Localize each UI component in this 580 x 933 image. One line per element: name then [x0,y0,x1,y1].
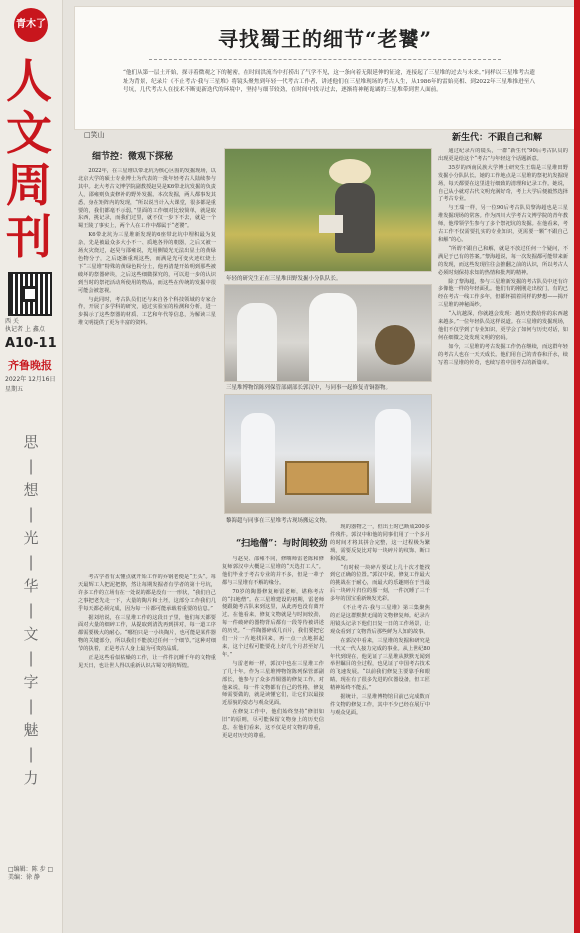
column-4: 通过纪录片的镜头，一群“新生代”90后考古队员的出现更是给这个“考古”与年轻这个话题新意。 35岁的西南民族大学博士研究生王瑞是三星堆田野发掘小分队队长。她的工作地点是三星堆的祭祀坑发掘现场，每天都要在这里进行细致的清理和记录工作。她说，自己从小就对古代文明充满好奇，考上大学后便毅然选择了考古专业。 与王瑞一样，另一位90后考古队员黎海超也是三星堆发掘现场的常客。作为四川大学考古文博学院的青年教师，他带领学生参与了多个祭祀坑的发掘。在他看来，考古工作不仅需要扎实的专业知识，更需要一颗“不跟自己和解”的心。 “所谓不跟自己和解，就是不放过任何一个疑问，不满足于已有的答案。”黎海超说，每一次发掘都可能带来新的发现，而这些发现往往会推翻之前的认识，所以考古人必须时刻保持求知的热情和批判的精神。 除了黎海超，参与三星堆新发掘的考古队员中还有许多像他一样的年轻面孔。他们有的刚刚走出校门，有的已经在考古一线工作多年，但都怀揣着同样的梦想——揭开三星堆的神秘面纱。 “入坑越深，你就越会发现：越历史教给你的东西越来越多。”一位年轻队员这样说道。在三星堆的发掘现场，他们不仅学到了专业知识，更学会了如何与历史对话，如何在细微之处发现文明的密码。 如今，三星堆的考古发掘工作仍在继续，而这群年轻的考古人也在一天天成长。他们用自己的青春和汗水，续写着三星堆的传奇，也续写着中国考古的新篇章。 [438,148,568,366]
headline-box [74,6,576,130]
paper-brand: 齐鲁晚报 [8,359,52,372]
masthead-char-2: 文 [6,106,52,160]
page-number: A10-11 [5,336,57,351]
column-3: 现的器物之一，但出土时已断成200多件残件。郭汉中和他的同事们用了一个多月的时间才将其拼合完整，这一过程极为繁琐，需要反复比对每一块碎片的纹饰、断口和弧度。 “有时候一块碎片要试上几十次才能找到它正确的位置。”郭汉中说，修复工作最大的挑战在于耐心，而最大的乐趣则在于当最后一块碎片归位的那一刻，一件沉睡了三千多年的国宝重新焕发光彩。 《不止考古·我与三星堆》第三集聚焦的正是这群默默无闻的文物修复师。纪录片用镜头记录下他们日复一日的工作场景，让观众看到了文物背后那些鲜为人知的故事。 在郭汉中看来，三星堆的发掘和研究是一代又一代人接力完成的事业。从上世纪80年代到现在，他见证了三星堆从默默无闻到举世瞩目的全过程，也见证了中国考古技术的飞速发展。“以前我们修复主要靠手和眼睛，现在有了很多先进的仪器设备，但工匠精神始终不能丢。” 据统计，三星堆博物馆目前已完成数百件文物的修复工作，其中不少已经在展厅中与观众见面。 [330,524,430,716]
column-2: 与赵昊、邵雍不同，修嗨师雷老陈和修复师郭汉中大概是三星堆的“天选打工人”。他们毕业于考古专业的并不多，但是一辈子都与三星堆有不解的缘分。 70岁的陶器修复师雷老师，堪称考古的“扫地僧”。在三星堆建设的初期，雷老师便跟随考古队来到这里，从此再也没有离开过。在他看来，修复文物就是与时间较劲，每一件破碎的器物背后都有一段等待被讲述的历史。“一件陶器碎成几百片，我们要把它们一片一片地找回来，再一点一点地拼起来，这个过程可能要花上好几个月甚至好几年。” 与雷老师一样，郭汉中也在三星堆工作了几十年。作为三星堆博物馆陈列保管部副部长，他参与了众多青铜器的修复工作。对他来说，每一件文物都有自己的性格，修复师需要做的，就是读懂它们，让它们以最接近原貌的姿态与观众见面。 在修复工作中，他们始终坚持“修旧如旧”的原则，尽可能保留文物身上的历史信息。在他们看来，这不仅是对文物的尊重，更是对历史的尊重。 [222,556,324,739]
vertical-slogan: 思 | 想 | 光 | 华 | 文 | 字 | 魅 | 力 [23,433,39,787]
title-divider [149,59,501,60]
issue-weekday: 星期五 [5,386,24,393]
column-1: 2022年，在三星堆以带北坑为核心区围的发掘现场，以北京大学的硕士专业博士为代表的一批年轻考古人陆续参与其中。北大考古文博学院副教授赵昊是K6带北坑发掘的负责人，邵雍则负责修补的野外发掘。本次发掘，两人都事发其悉，身在矩阵内的发现，“所以说当计入大课堂，很多都是重要的，我们都毫不示弱，”里面的工作细对比较简单，就是取东西，挑记录，而我们过里，就不仅一步下不去，就是一个蜀王陵了事实上，两个人在工作中都属于“老饕”。 K6带北坑为三星堆新发现的6座带北坑中埋积最为复杂，先是被最众多大小不一、质地各异的朝器，之后又被一场火灾烧过，赵昊与邵雍说，光用侧镜光无法出显土的黄绿色物分子，之后逐渐重现这些，而满是光可变火迹红烧土下“三星堆”特殊的黄绿色粉分土，他再清楚开始明到那些被破坏的祭器碎块，之后这些细微探究的，可以进一步的认识到当时的祭祀活动所使用的物品，而这些在传统的发掘中很可能会被忽视。 与此同时，考古队员们还与来自各个科技领域的专家合作，开展了多学科的研究，通过实验室的检测和分析，进一步揭示了这些祭器的材质、工艺和年代等信息，为解读三星堆文明提供了更为丰富的资料。 [78,168,216,327]
desk-info: 执记者 上 鑫点 [5,326,45,333]
column-1b: 考古学者有太懂点就开始工作的乔钢老便是“王头”。每天最辉工人把泥把擦，然让每期发掘者有学者的第十号坑，许多工作的立场有在一处说的都是没有一一形状，“我们自己之事把老先走一下，大量的陶片和土坯，这部分工作我们几乎每天都必须完成，因为每一片都可能承载着重要的信息。” 据刘培说，在三星堆工作的这段日子里，他们每天都要面对大量的细碎工作，从提取到清洗再到拼对，每一道工序都需要极大的耐心。“哪怕只是一小块陶片，也可能是某件器物的关键部分，所以我们不能放过任何一个细节。”这种对细节的执着，正是考古人身上最为可贵的品质。 正是这些看似枯燥的工作，让一件件沉睡千年的文物重见天日，也让世人得以重新认识古蜀文明的辉煌。 [78,574,216,669]
masthead-char-4: 刊 [6,210,52,264]
paper-logo: 青木了 [14,8,48,42]
qr-caption: 西 关 [5,318,19,325]
masthead-char-3: 周 [6,158,52,212]
photo-caption-3: 黎海超与同事在三星堆考古现场搬运文物。 [226,518,331,524]
photo-caption-1: 年轻的研究生正在三星堆田野发掘小分队队长。 [226,276,342,282]
photo-carrying-artifacts [224,394,432,514]
article-title: 寻找蜀王的细节“老饕” [217,27,432,51]
photo-caption-2: 三星堆博物馆陈列保管部副部长郭汉中，与同事一起修复青铜器物。 [226,385,392,391]
photo-field-researcher [224,148,432,272]
subheading-2: “扫地僧”：与时间较劲 [236,539,328,549]
article-lead: “他们从第一层土开始，探寻着微观之下的秘密，在时间洪流当中打捞出了气学不见，这一条向着无限延伸的征途，连接起了三星堆的过去与未来。”同样以三星堆考古遗址为背景，纪录片《不止考古·我与三星堆》将镜头聚焦到年轻一代考古工作者，讲述他们在三星堆现场的考古人生，从1986年的雷始亮相、到2022年三星堆推进至八号坑，几代考古人在技术不断更新迭代的环境中，坚持与细节较劲，在时间中找寻过去，逐渐将神秘诡谲的三星堆带到世人面前。 [123,70,535,94]
subheading-1: 细节控：微观下探秘 [92,152,174,162]
photo-bronze-restoration [224,284,432,382]
subheading-3: 新生代：不跟自己和解 [452,133,543,143]
article-byline: □笑山 [84,131,105,139]
editor-credits: □编辑：陈 步 □美编：徐 静 [8,866,54,882]
masthead-column [0,0,63,933]
edge-stripe [574,0,580,933]
masthead-char-1: 人 [6,54,52,108]
issue-date: 2022年 12月16日 [5,376,56,383]
qr-code-icon[interactable] [8,272,52,316]
